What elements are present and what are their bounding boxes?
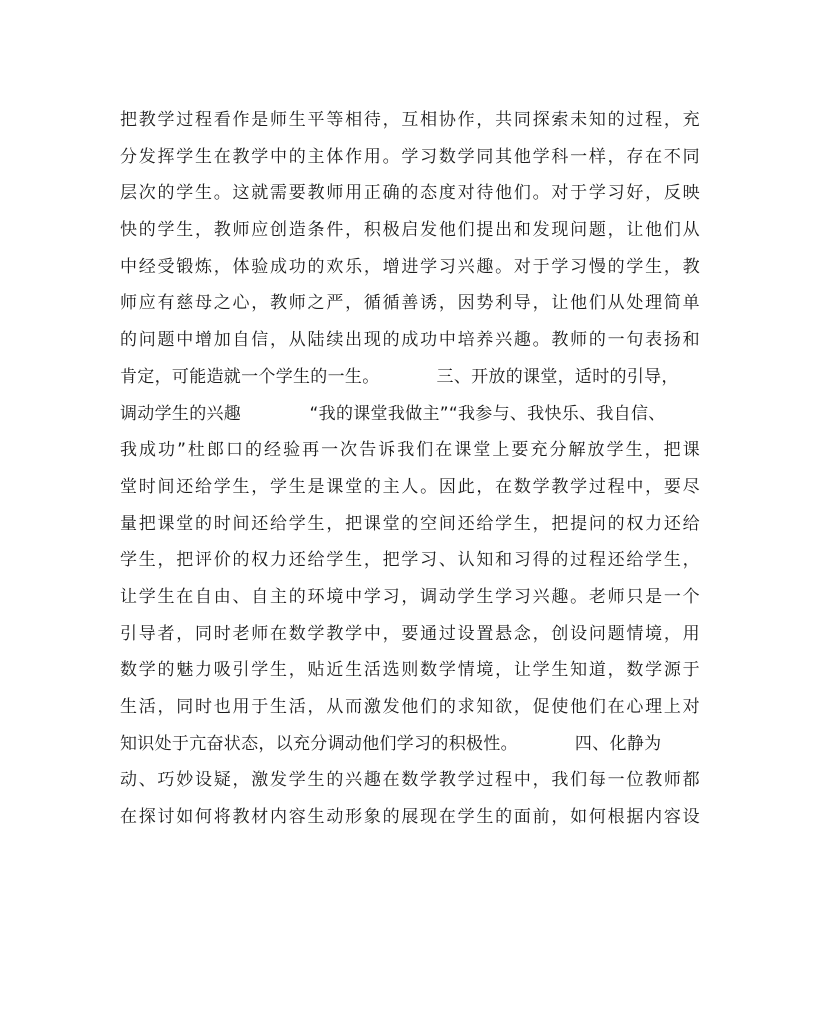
text-line: 师应有慈母之心，教师之严，循循善诱，因势利导，让他们从处理简单 — [120, 293, 700, 314]
text-line: 数学的魅力吸引学生，贴近生活选则数学情境，让学生知道，数学源于 — [120, 660, 700, 681]
text-line: 中经受锻炼，体验成功的欢乐，增进学习兴趣。对于学习慢的学生，教 — [120, 256, 700, 277]
text-line: 学生，把评价的权力还给学生，把学习、认知和习得的过程还给学生， — [120, 550, 700, 571]
text-line: 我成功”杜郎口的经验再一次告诉我们在课堂上要充分解放学生，把课 — [120, 440, 700, 461]
text-line: 的问题中增加自信，从陆续出现的成功中培养兴趣。教师的一句表扬和 — [120, 330, 700, 351]
text-line: 生活，同时也用于生活，从而激发他们的求知欲，促使他们在心理上对 — [120, 697, 700, 717]
text-line: 知识处于亢奋状态，以充分调动他们学习的积极性。 四、化静为 — [120, 733, 662, 754]
text-line: 引导者，同时老师在数学教学中，要通过设置悬念，创设问题情境，用 — [120, 623, 700, 644]
text-line: 分发挥学生在教学中的主体作用。学习数学同其他学科一样，存在不同 — [120, 146, 700, 167]
text-line: 把教学过程看作是师生平等相待，互相协作，共同探索未知的过程，充 — [120, 110, 700, 130]
text-line: 层次的学生。这就需要教师用正确的态度对待他们。对于学习好，反映 — [120, 183, 700, 204]
text-line: 肯定，可能造就一个学生的一生。 三、开放的课堂，适时的引导， — [120, 366, 679, 387]
text-line: 堂时间还给学生，学生是课堂的主人。因此，在数学教学过程中，要尽 — [120, 476, 700, 497]
text-line: 快的学生，教师应创造条件，积极启发他们提出和发现问题，让他们从 — [120, 220, 700, 241]
text-line: 调动学生的兴趣 “我的课堂我做主”“我参与、我快乐、我自信、 — [120, 403, 666, 424]
text-line: 量把课堂的时间还给学生，把课堂的空间还给学生，把提问的权力还给 — [120, 513, 700, 534]
text-line: 让学生在自由、自主的环境中学习，调动学生学习兴趣。老师只是一个 — [120, 586, 700, 607]
text-line: 动、巧妙设疑，激发学生的兴趣在数学教学过程中，我们每一位教师都 — [120, 770, 700, 791]
text-line: 在探讨如何将教材内容生动形象的展现在学生的面前，如何根据内容设 — [120, 807, 700, 828]
body-text — [120, 102, 700, 836]
